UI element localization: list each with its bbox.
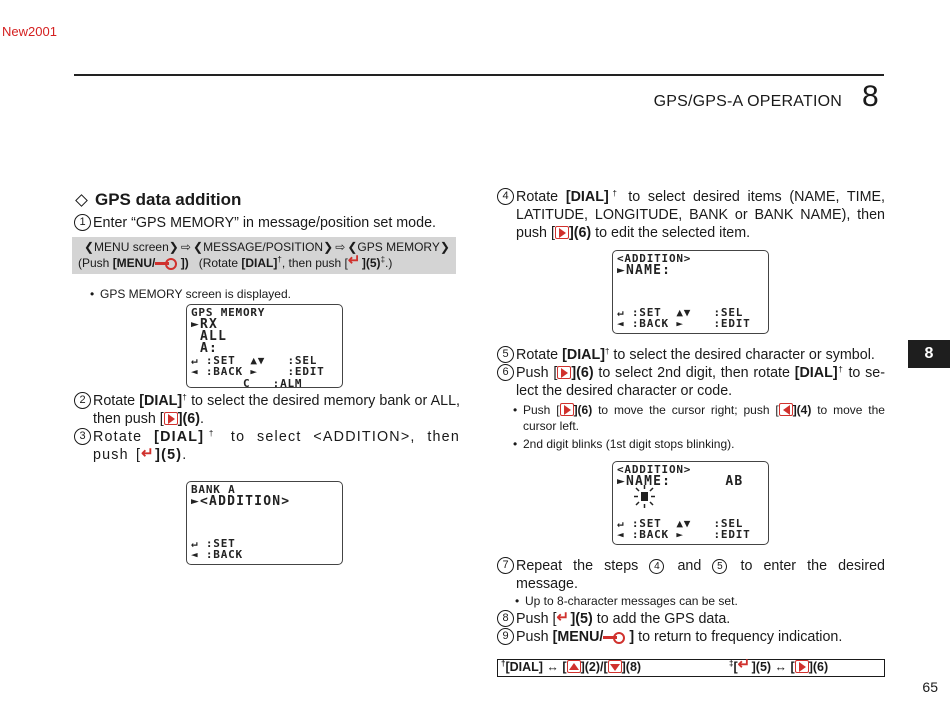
step-6 bbox=[497, 364, 885, 400]
lcd-line: ↵ :SET ▲▼ :SEL bbox=[191, 353, 318, 367]
right-column bbox=[497, 188, 885, 646]
diamond-icon bbox=[75, 194, 88, 207]
step-text: Repeat the steps 4 and 5 to enter the desired message. bbox=[516, 558, 885, 592]
step-ref-number: 5 bbox=[712, 559, 727, 574]
lcd-gps-memory-screen bbox=[186, 304, 343, 388]
lcd-line: ►NAME: AB bbox=[617, 473, 744, 489]
lcd-line: <ADDITION> bbox=[617, 463, 692, 476]
lcd-line: ►NAME: bbox=[617, 262, 672, 278]
lcd-line: ►RX bbox=[191, 316, 219, 332]
lcd-name-edit-screen bbox=[612, 461, 769, 545]
chapter-number: 8 bbox=[862, 80, 879, 113]
note-digit-blinks: • 2nd digit blinks (1st digit stops blinking). bbox=[513, 437, 735, 451]
step-text: Push [MENU/ ] to return to frequency indication. bbox=[516, 629, 843, 645]
left-column bbox=[74, 188, 460, 565]
down-key-icon bbox=[608, 660, 622, 673]
right-key-icon bbox=[555, 226, 569, 239]
right-key-icon bbox=[557, 366, 571, 379]
step-text: Rotate [DIAL]† to select the desired character or symbol. bbox=[516, 347, 875, 363]
section-title bbox=[74, 188, 460, 212]
step-8 bbox=[497, 610, 885, 628]
menu-path-item: ❮MENU screen❯ bbox=[84, 240, 179, 254]
right-key-icon bbox=[560, 403, 574, 416]
blinking-cursor-icon bbox=[625, 484, 665, 508]
key-icon bbox=[603, 632, 625, 642]
step-text: Rotate [DIAL]† to select desired items (NAME, TIME, LATITUDE, LONGITUDE, BANK or BANK NAME), then push [ ](6) to edit the selected item. bbox=[516, 189, 885, 241]
step-number: 9 bbox=[497, 628, 514, 645]
enter-key-icon bbox=[348, 256, 362, 269]
right-key-icon bbox=[795, 660, 809, 673]
step-5 bbox=[497, 346, 885, 364]
arrow-right-icon: ⇨ bbox=[180, 240, 191, 254]
step-text: Push [ ](6) to select 2nd digit, then rotate [DIAL]† to se- lect the desired character or code. bbox=[516, 365, 886, 399]
step-text: Push [↵ ](5) to add the GPS data. bbox=[516, 610, 885, 628]
key-icon bbox=[155, 258, 177, 268]
menu-path-item: ❮GPS MEMORY❯ bbox=[347, 240, 450, 254]
lcd-line: GPS MEMORY bbox=[191, 306, 266, 319]
step-number: 8 bbox=[497, 610, 514, 627]
right-key-icon bbox=[164, 412, 178, 425]
chapter-title: GPS/GPS-A OPERATION bbox=[653, 93, 842, 110]
lcd-line: ↵ :SET bbox=[191, 536, 236, 550]
up-key-icon bbox=[567, 660, 581, 673]
footnote-box: †[DIAL] ↔ [ ](2)/[ ](8) ‡[↵ ](5) ↔ [ ](6) bbox=[497, 659, 885, 677]
step-number: 1 bbox=[74, 214, 91, 231]
arrow-right-icon: ⇨ bbox=[335, 240, 346, 254]
lcd-line: ◄ :BACK bbox=[191, 548, 243, 561]
step-9 bbox=[497, 628, 885, 646]
watermark-text: New2001 bbox=[2, 24, 57, 39]
lcd-line: A: bbox=[191, 340, 219, 356]
step-text: Rotate [DIAL]† to select <ADDITION>, then push [↵ ](5). bbox=[93, 428, 460, 464]
header-rule bbox=[74, 74, 884, 76]
lcd-line: ►<ADDITION> bbox=[191, 493, 291, 509]
lcd-line: ◄ :BACK ► :EDIT bbox=[617, 528, 751, 541]
lcd-line: ◄ :BACK ► :EDIT bbox=[617, 317, 751, 330]
step-text: Enter “GPS MEMORY” in message/position set mode. bbox=[93, 215, 436, 231]
footnote-right: ‡[↵ ](5) ↔ [ ](6) bbox=[729, 660, 828, 675]
note-cursor-move: • Push [ ](6) to move the cursor right; push [ ](4) to move the cursor left. bbox=[513, 403, 885, 433]
step-number: 7 bbox=[497, 557, 514, 574]
step-number: 3 bbox=[74, 428, 91, 445]
step-4 bbox=[497, 188, 885, 242]
step-2 bbox=[74, 392, 460, 428]
lcd-line: ↵ :SET ▲▼ :SEL bbox=[617, 516, 744, 530]
lcd-bank-screen bbox=[186, 481, 343, 565]
step-1 bbox=[74, 214, 460, 232]
step-number: 2 bbox=[74, 392, 91, 409]
menu-path-row bbox=[78, 239, 450, 255]
note-max-chars: • Up to 8-character messages can be set. bbox=[515, 594, 738, 608]
step-text: Rotate [DIAL]† to select the desired memory bank or ALL, then push [ ](6). bbox=[93, 393, 461, 427]
enter-key-icon bbox=[557, 612, 571, 625]
section-title-text: GPS data addition bbox=[95, 190, 242, 209]
enter-key-icon bbox=[141, 448, 155, 461]
menu-path-instruction: (Push [MENU/ ]) (Rotate [DIAL]†, then push [↵ ](5)‡.) bbox=[78, 255, 450, 271]
menu-path-box bbox=[72, 237, 456, 274]
chapter-side-tab: 8 bbox=[908, 340, 950, 368]
lcd-line: ◄ :BACK ► :EDIT bbox=[191, 365, 325, 378]
step-number: 6 bbox=[497, 364, 514, 381]
step-3 bbox=[74, 428, 460, 464]
lcd-line: BANK A bbox=[191, 483, 236, 496]
page-number: 65 bbox=[922, 679, 938, 695]
lcd-line: ALL bbox=[191, 328, 228, 344]
note-gps-memory: • GPS MEMORY screen is displayed. bbox=[90, 287, 291, 301]
step-ref-number: 4 bbox=[649, 559, 664, 574]
menu-path-item: ❮MESSAGE/POSITION❯ bbox=[193, 240, 334, 254]
step-number: 4 bbox=[497, 188, 514, 205]
lcd-line: ↵ :SET ▲▼ :SEL bbox=[617, 305, 744, 319]
step-number: 5 bbox=[497, 346, 514, 363]
lcd-line: C :ALM bbox=[191, 376, 303, 390]
enter-key-icon bbox=[738, 660, 752, 673]
left-key-icon bbox=[779, 403, 793, 416]
lcd-addition-screen bbox=[612, 250, 769, 334]
lcd-line: <ADDITION> bbox=[617, 252, 692, 265]
step-7 bbox=[497, 557, 885, 593]
